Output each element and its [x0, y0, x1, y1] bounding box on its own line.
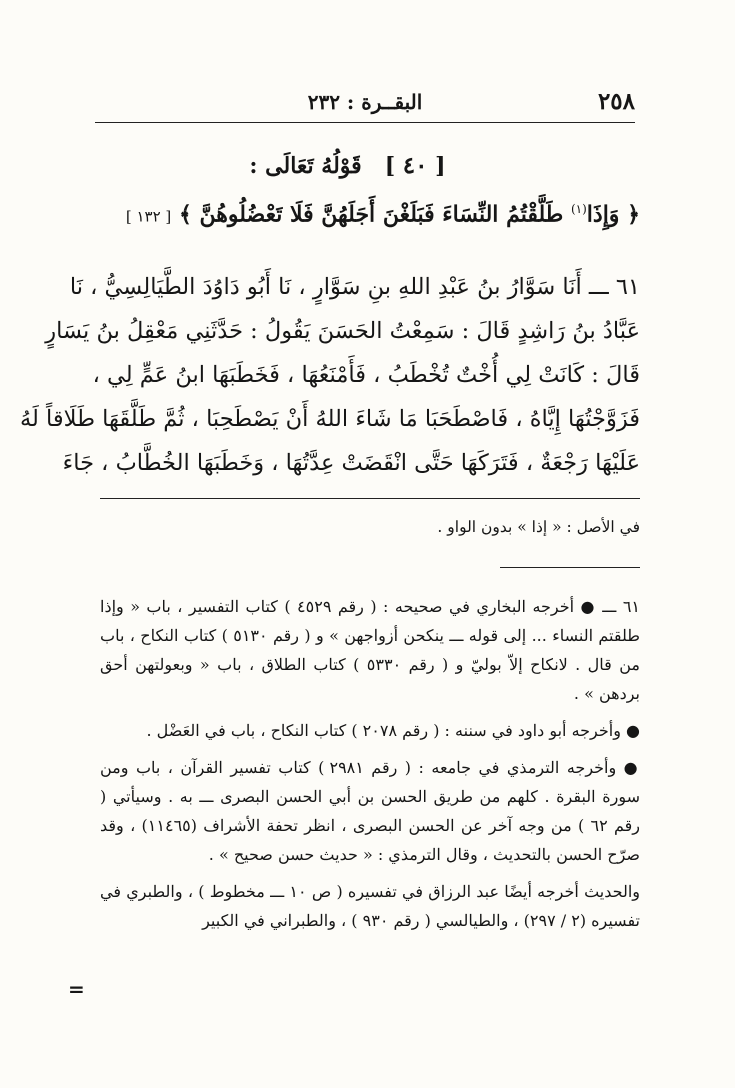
quran-verse [100, 192, 640, 233]
text-divider [100, 498, 640, 499]
note-paragraph: ● وأخرجه الترمذي في جامعه : ( رقم ٢٩٨١ ) كتاب تفسير القرآن ، باب ومن سورة البقرة . كلهم من طريق الحسن بن أبي الحسن البصرى ـــ به . وسيأتي ( رقم ٦٢ ) من وجه آخر عن الحسن البصرى ، انظر تحفة الأشراف (١١٤٦٥) ، وقد صرّح الحسن بالتحديث ، وقال الترمذي : « حديث حسن صحيح » . [100, 758, 641, 864]
verse-text: طَلَّقْتُمُ النِّسَاءَ فَبَلَغْنَ أَجَلَهُنَّ فَلَا تَعْضُلُوهُنَّ [199, 201, 564, 228]
footnote-marker: (١) [570, 202, 587, 216]
verse-open-bracket: ﴿ [627, 201, 640, 228]
takhrij-notes [100, 592, 640, 943]
verse-close-bracket: ﴾ [178, 201, 192, 228]
note-paragraph: والحديث أخرجه أيضًا عبد الرزاق في تفسيره ( ص ١٠ ـــ مخطوط ) ، والطبري في تفسيره (٢ / ٢٩٧) ، والطيالسي ( رقم ٩٣٠ ) ، والطبراني في الكبير [100, 882, 641, 930]
footnote-divider [500, 567, 640, 568]
body-line: قَالَ : كَانَتْ لِي أُخْتٌ تُخْطَبُ ، فَأَمْنَعُهَا ، فَخَطَبَهَا ابنُ عَمٍّ لِي ، [92, 362, 640, 388]
body-line: عَلَيْهَا رَجْعَةٌ ، فَتَرَكَهَا حَتَّى انْقَضَتْ عِدَّتُهَا ، وَخَطَبَهَا الخُطَّابُ ، جَاءَ [62, 450, 640, 476]
page-header [95, 88, 635, 123]
note-paragraph: ٦١ ـــ ● أخرجه البخاري في صحيحه : ( رقم ٤٥٢٩ ) كتاب التفسير ، باب « وإذا طلقتم النساء ... إلى قوله ـــ ينكحن أزواجهن » و ( رقم ٥١٣٠ ) كتاب النكاح ، باب من قال . لانكاح إلاّ بوليّ و ( رقم ٥٣٣٠ ) كتاب الطلاق ، باب « وبعولتهن أحق بردهن » . [100, 597, 641, 703]
hadith-text [19, 265, 640, 485]
page-number: ٢٥٨ [597, 88, 635, 115]
verse-lead: وَإِذَا [586, 201, 620, 228]
verse-reference: [ ١٣٢ ] [125, 207, 172, 226]
verse-label [0, 152, 735, 179]
body-line: فَزَوَّجْتُهَا إِيَّاهُ ، فَاصْطَحَبَا مَا شَاءَ اللهُ أَنْ يَصْطَحِبَا ، ثُمَّ طَلَّقَهَا طَلَاقاً لَهُ [19, 406, 640, 432]
verse-label-bracket-close: ] [384, 153, 396, 179]
verse-label-bracket-open: [ [435, 153, 446, 179]
body-line: عَبَّادُ بنُ رَاشِدٍ قَالَ : سَمِعْتُ الحَسَنَ يَقُولُ : حَدَّثَنِي مَعْقِلُ بنُ يَسَارٍ [45, 318, 640, 344]
continuation-mark: = [68, 977, 85, 1001]
note-paragraph: ● وأخرجه أبو داود في سننه : ( رقم ٢٠٧٨ ) كتاب النكاح ، باب في العَضْل . [146, 721, 640, 740]
verse-label-text: قَوْلُهُ تَعَالَى : [249, 153, 362, 179]
running-title: البقــرة : ٢٣٢ [307, 90, 423, 114]
body-line: ٦١ ـــ أَنَا سَوَّارُ بنُ عَبْدِ اللهِ بنِ سَوَّارٍ ، نَا أَبُو دَاوُدَ الطَّيَالِسِيُّ ، نَا [69, 274, 640, 300]
footnote: في الأصل : « إذا » بدون الواو . [437, 518, 640, 536]
verse-label-number: ٤٠ [402, 152, 428, 179]
